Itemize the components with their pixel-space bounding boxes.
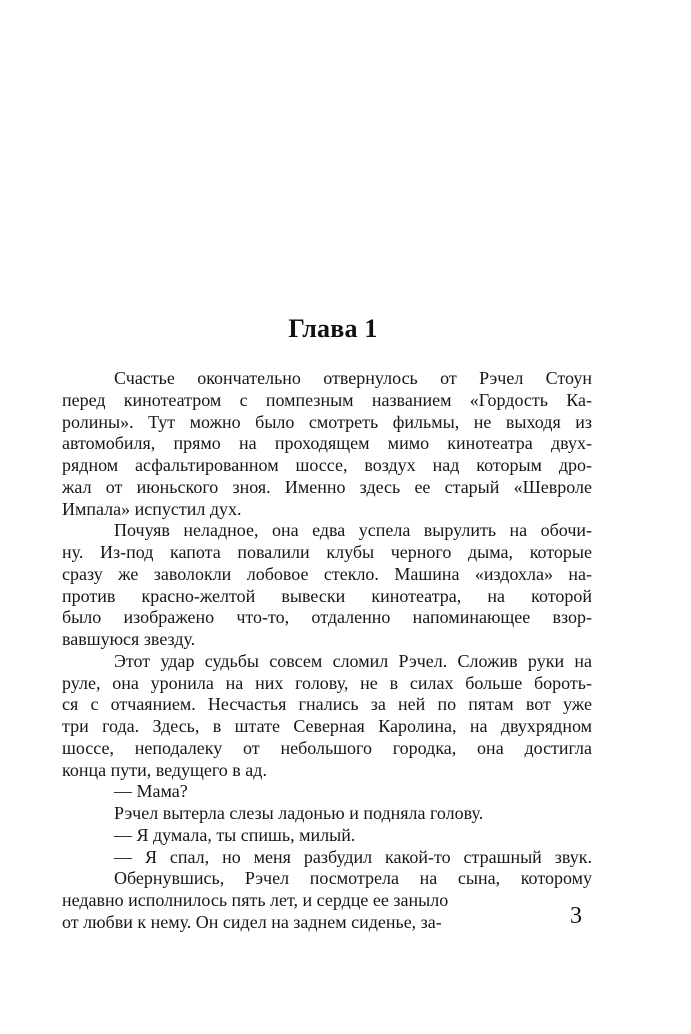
text-line: перед кинотеатром с помпезным названием «Гордость Ка-	[62, 389, 592, 410]
text-line: Рэчел вытерла слезы ладонью и подняла голову.	[114, 803, 484, 823]
text-line: ну. Из-под капота повалили клубы черного дыма, которые	[62, 542, 592, 562]
text-line: было изображено что-то, отдаленно напоминающее взор-	[62, 607, 592, 628]
text-line: три года. Здесь, в штате Северная Каролина, на двухрядном	[62, 716, 592, 736]
text-block	[62, 368, 592, 934]
text-line: жал от июньского зноя. Именно здесь ее старый «Шевроле	[62, 476, 592, 497]
chapter-title: Глава 1	[288, 314, 378, 343]
text-line: рядном асфальтированном шоссе, воздух над которым дро-	[62, 455, 592, 475]
text-line: против красно-желтой вывески кинотеатра, на которой	[62, 585, 592, 606]
page-number: 3	[570, 903, 582, 929]
text-line: автомобиля, прямо на проходящем мимо кинотеатра двух-	[62, 433, 592, 454]
text-line: Почуяв неладное, она едва успела вырулить на обочи-	[114, 520, 592, 541]
text-line: конца пути, ведущего в ад.	[62, 759, 267, 780]
text-line: шоссе, неподалеку от небольшого городка, она достигла	[62, 737, 592, 758]
text-line: от любви к нему. Он сидел на заднем сиденье, за-	[62, 911, 442, 932]
text-line: руле, она уронила на них голову, не в силах больше бороть-	[62, 672, 592, 693]
text-line: вавшуюся звезду.	[62, 629, 196, 649]
text-line: ролины». Тут можно было смотреть фильмы, не выходя из	[62, 411, 592, 432]
text-line: Счастье окончательно отвернулось от Рэчел Стоун	[114, 368, 592, 388]
dialogue-line: — Мама?	[114, 781, 188, 802]
text-line: Обернувшись, Рэчел посмотрела на сына, которому	[114, 868, 592, 889]
dialogue-line: — Я думала, ты спишь, милый.	[114, 824, 356, 845]
text-line: Этот удар судьбы совсем сломил Рэчел. Сложив руки на	[114, 650, 592, 671]
text-line: ся с отчаянием. Несчастья гнались за ней по пятам вот уже	[62, 694, 592, 715]
text-line: Импала» испустил дух.	[62, 498, 242, 519]
text-line: сразу же заволокли лобовое стекло. Машина «издохла» на-	[62, 563, 592, 584]
text-line: недавно исполнилось пять лет, и сердце ее заныло	[62, 890, 449, 910]
dialogue-line: — Я спал, но меня разбудил какой-то страшный звук.	[114, 846, 592, 867]
